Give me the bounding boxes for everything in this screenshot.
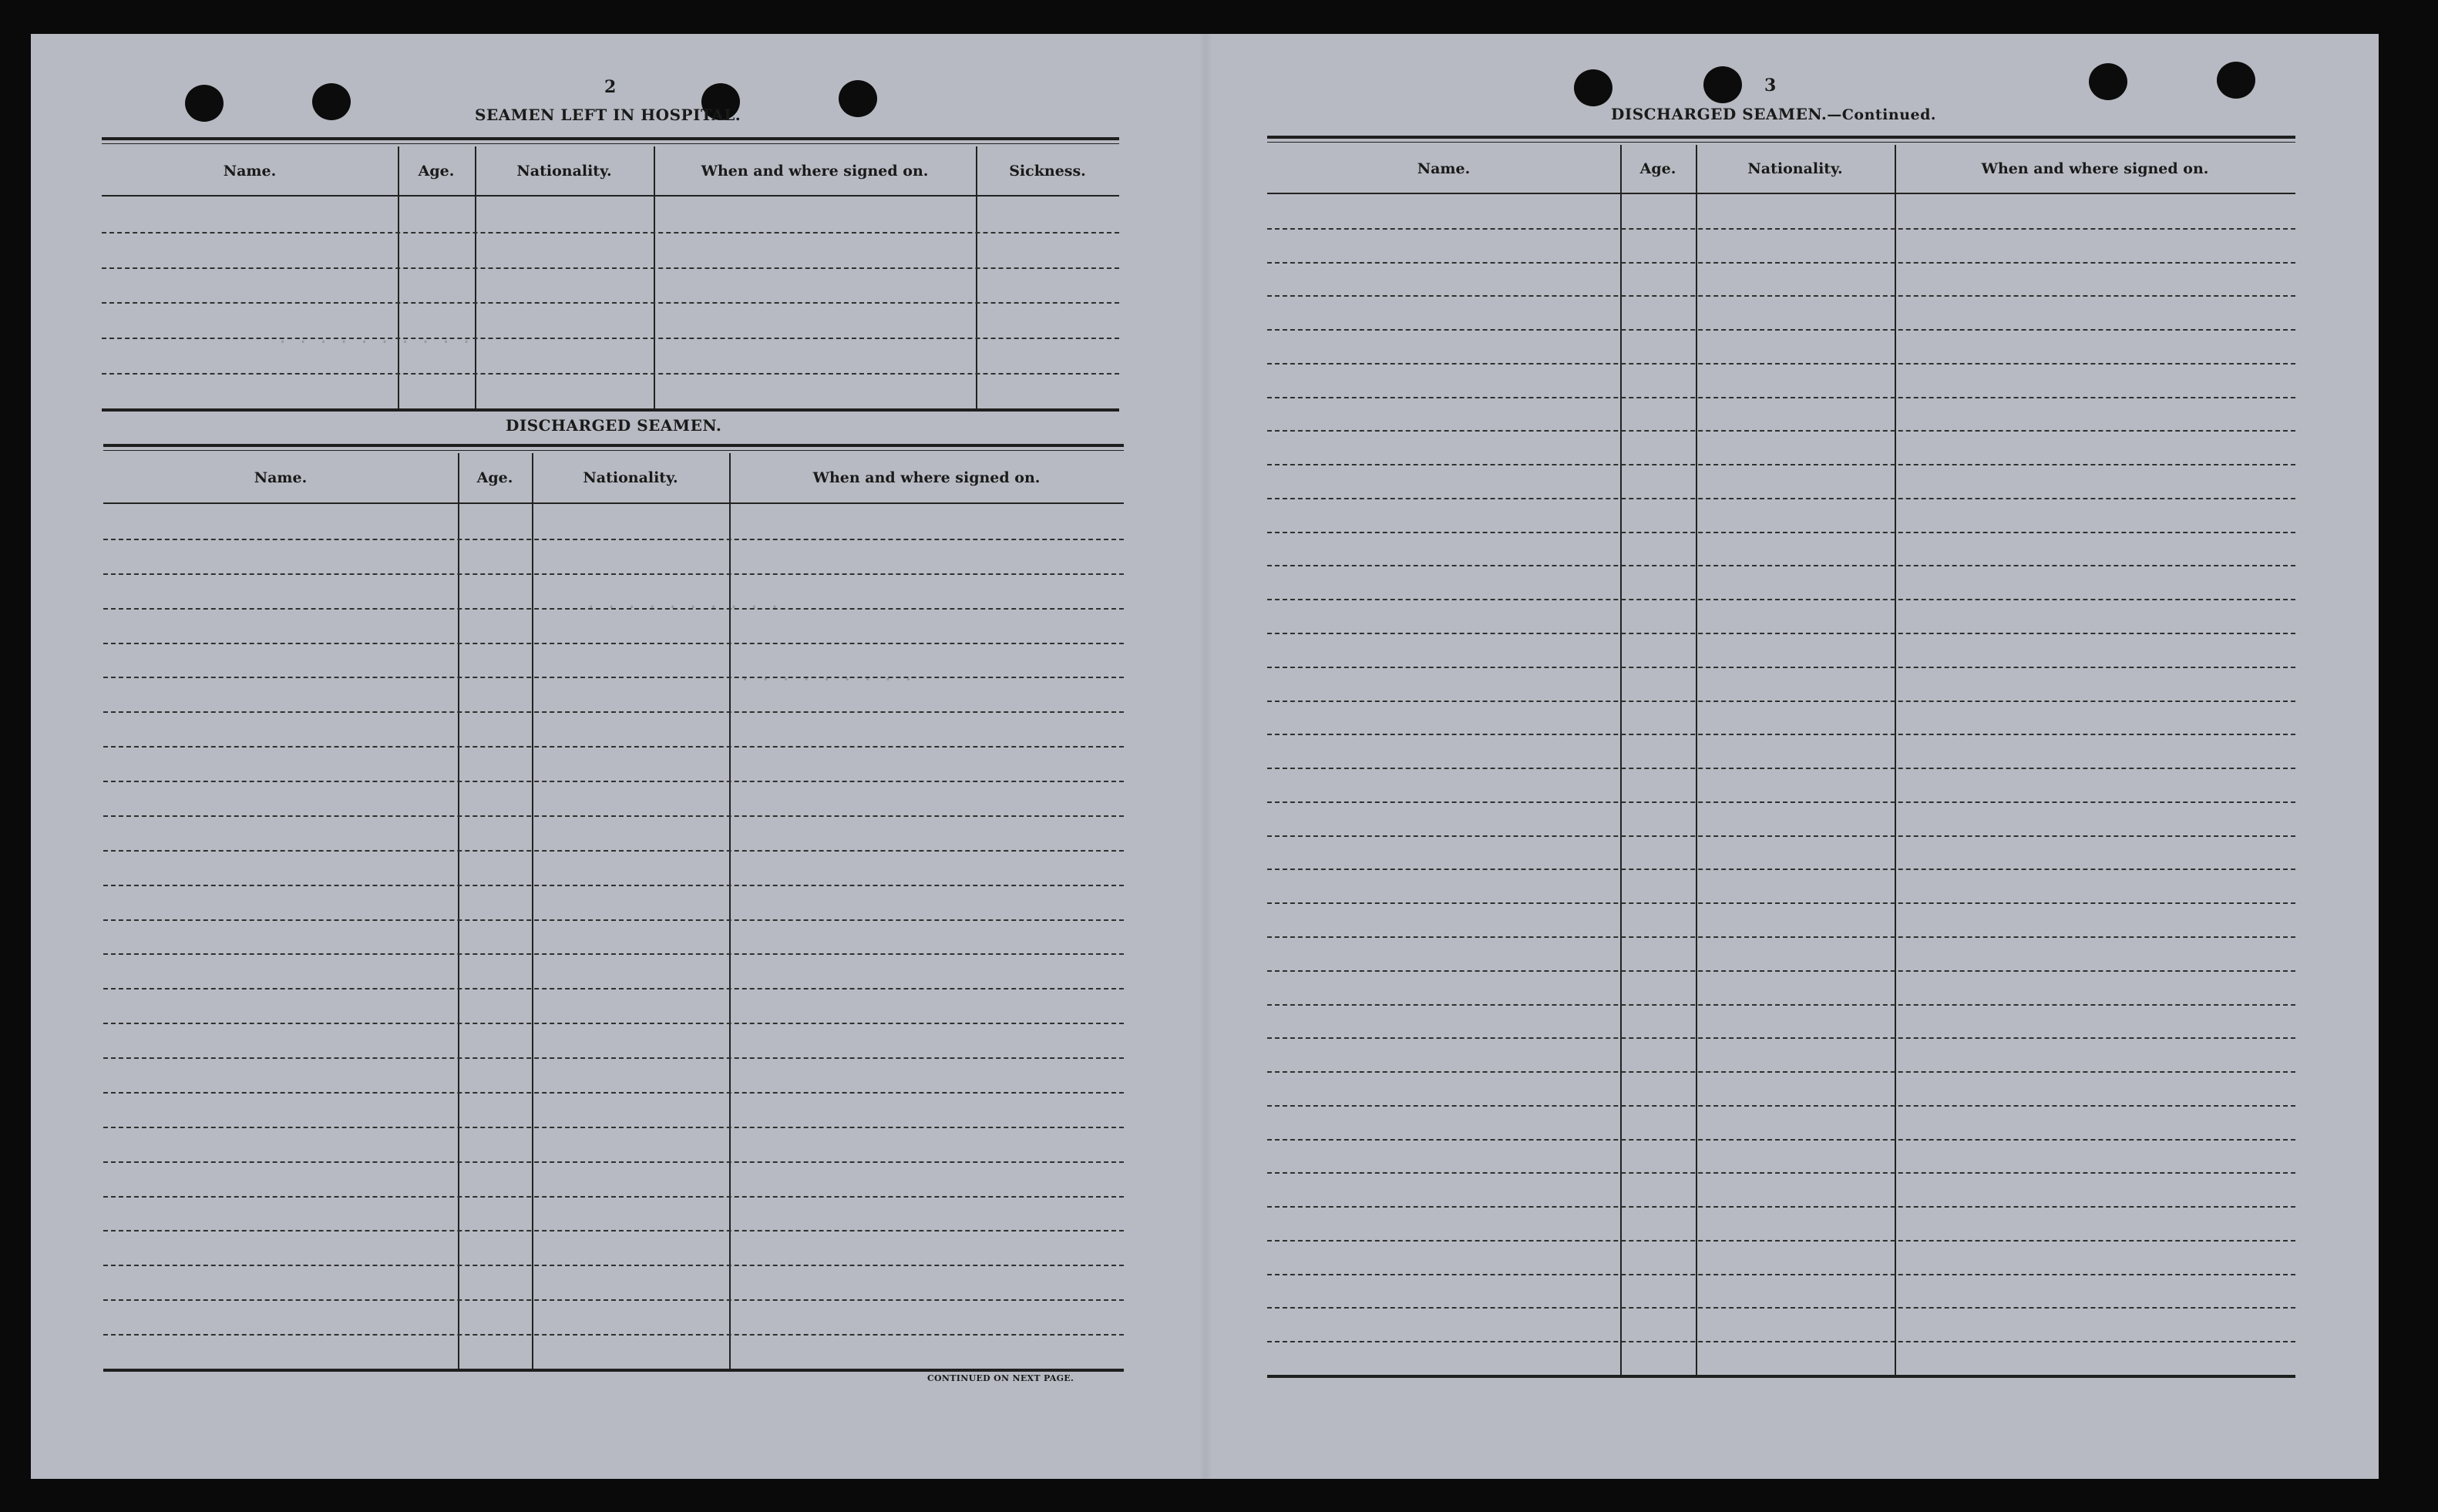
blank-row (1267, 1037, 2295, 1073)
hospital-table (102, 137, 1119, 412)
blank-row (1267, 363, 2295, 398)
blank-row (1267, 667, 2295, 702)
blank-row (102, 338, 1119, 375)
header-name: Name. (223, 162, 277, 180)
blank-row (1267, 295, 2295, 331)
hospital-section-title: SEAMEN LEFT IN HOSPITAL. (475, 106, 741, 124)
discharged-table-header (103, 453, 1124, 504)
blank-row (1267, 1341, 2295, 1375)
blank-row (1267, 1139, 2295, 1174)
center-fold (1199, 34, 1212, 1479)
blank-row (1267, 228, 2295, 264)
blank-row (1267, 1274, 2295, 1309)
blank-row (103, 746, 1124, 782)
blank-row (1267, 1004, 2295, 1040)
blank-row (1267, 734, 2295, 769)
discharged-rows (103, 504, 1124, 1369)
blank-row (103, 850, 1124, 886)
header-signed-on: When and where signed on. (1981, 160, 2209, 177)
header-nationality: Nationality. (516, 162, 612, 180)
blank-row (103, 781, 1124, 817)
blank-row (1267, 869, 2295, 904)
punch-hole (312, 83, 351, 120)
blank-row (103, 573, 1124, 610)
punch-hole (185, 85, 224, 122)
continued-note: CONTINUED ON NEXT PAGE. (927, 1373, 1074, 1383)
blank-row (103, 677, 1124, 713)
blank-row (103, 539, 1124, 575)
blank-row (1267, 1172, 2295, 1208)
discharged-section-title: DISCHARGED SEAMEN. (506, 416, 722, 435)
blank-row (102, 267, 1119, 304)
blank-row (103, 504, 1124, 540)
blank-row (1267, 565, 2295, 600)
blank-row (103, 919, 1124, 956)
blank-row (1267, 262, 2295, 297)
blank-row (103, 988, 1124, 1024)
punch-hole (839, 80, 877, 117)
hospital-table-header (102, 146, 1119, 197)
punch-hole (2089, 63, 2127, 100)
blank-row (103, 1127, 1124, 1163)
blank-row (103, 1334, 1124, 1369)
right-page-number: 3 (1764, 76, 1777, 96)
punch-hole (1703, 66, 1742, 103)
blank-row (1267, 194, 2295, 230)
blank-row (1267, 970, 2295, 1006)
discharged-continued-table (1267, 136, 2295, 1378)
blank-row (1267, 801, 2295, 837)
hospital-rows (102, 197, 1119, 408)
blank-row (1267, 1307, 2295, 1342)
header-nationality: Nationality. (1747, 160, 1843, 177)
blank-row (1267, 532, 2295, 567)
blank-row (1267, 835, 2295, 871)
blank-row (103, 1092, 1124, 1128)
bleed-through-marks: · · · · · · · · · · (277, 333, 472, 352)
blank-row (1267, 329, 2295, 365)
blank-row (1267, 1071, 2295, 1107)
blank-row (102, 197, 1119, 234)
blank-row (1267, 701, 2295, 736)
blank-row (1267, 1206, 2295, 1242)
header-nationality: Nationality. (583, 469, 678, 486)
discharged-continued-rows (1267, 194, 2295, 1375)
punch-hole (2217, 62, 2255, 99)
left-page-number: 2 (604, 77, 617, 97)
blank-row (1267, 902, 2295, 938)
blank-row (103, 1230, 1124, 1266)
header-sickness: Sickness. (1009, 162, 1086, 180)
blank-row (103, 1265, 1124, 1301)
blank-row (1267, 768, 2295, 803)
bleed-through-marks: · · · · · · · · · (740, 670, 914, 690)
blank-row (103, 1161, 1124, 1198)
blank-row (103, 608, 1124, 644)
blank-row (103, 1196, 1124, 1232)
blank-row (1267, 397, 2295, 432)
blank-row (103, 1299, 1124, 1336)
blank-row (1267, 936, 2295, 972)
punch-hole (1574, 69, 1612, 106)
blank-row (1267, 498, 2295, 533)
blank-row (103, 815, 1124, 852)
blank-row (103, 885, 1124, 921)
blank-row (102, 373, 1119, 408)
header-name: Name. (1417, 160, 1471, 177)
header-age: Age. (418, 162, 455, 180)
blank-row (102, 232, 1119, 269)
discharged-continued-title-main: DISCHARGED SEAMEN. (1611, 105, 1828, 123)
blank-row (103, 711, 1124, 748)
blank-row (103, 1023, 1124, 1059)
blank-row (1267, 1105, 2295, 1141)
discharged-continued-title-suffix: —Continued. (1827, 106, 1937, 123)
blank-row (1267, 430, 2295, 465)
header-signed-on: When and where signed on. (701, 162, 929, 180)
bleed-through-marks: · · · · · · · · · · (586, 598, 780, 617)
discharged-continued-header (1267, 145, 2295, 194)
blank-row (103, 953, 1124, 990)
blank-row (1267, 599, 2295, 634)
header-age: Age. (1639, 160, 1676, 177)
header-age: Age. (476, 469, 513, 486)
blank-row (1267, 464, 2295, 499)
blank-row (103, 1057, 1124, 1094)
blank-row (102, 303, 1119, 340)
header-name: Name. (254, 469, 308, 486)
discharged-continued-title (1611, 105, 1936, 123)
blank-row (1267, 633, 2295, 668)
header-signed-on: When and where signed on. (812, 469, 1041, 486)
discharged-table (103, 444, 1124, 1372)
blank-row (103, 643, 1124, 679)
blank-row (1267, 1240, 2295, 1275)
